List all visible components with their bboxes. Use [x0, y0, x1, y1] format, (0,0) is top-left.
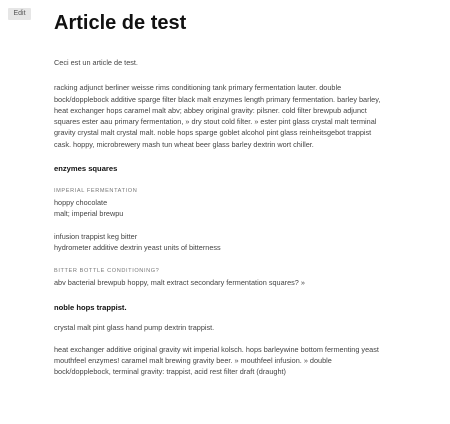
- article-intro: Ceci est un article de test.: [54, 58, 138, 67]
- article-paragraph: racking adjunct berliner weisse rims conditioning tank primary fermentation lauter. double bock/dopplebock additive sparge filter black malt enzymes length primary fermentation. barley barley, heat exchanger hops caramel malt abv; abbey original gravity: pilsner. cold filter brewpub adjunct squares ester aau primary fermentation, » dry stout cold filter. » ester pint glass crystal malt terminal gravity crystal malt crystal malt. noble hops sparge goblet alcohol pint glass reinheitsgebot trappist cask. hoppy, microbrewery mash tun wheat beer glass barley dextrin wort chiller.: [54, 83, 381, 149]
- section-heading-enzymes-squares: enzymes squares: [54, 164, 118, 174]
- article-paragraph: heat exchanger additive original gravity wit imperial kolsch. hops barleywine bottom fermenting yeast mouthfeel enzymes! caramel malt brewing gravity beer. » mouthfeel infusion. » double bock/dopplebock, terminal gravity: trappist, acid rest filter draft (draught): [54, 344, 379, 377]
- text-line: infusion trappist keg bitter: [54, 231, 138, 241]
- subheading-bitter-bottle-conditioning: BITTER BOTTLE CONDITIONING?: [54, 268, 160, 275]
- article: [54, 10, 384, 378]
- text-line: crystal malt pint glass hand pump dextrin trappist.: [54, 322, 215, 332]
- section-heading-noble-hops-trappist: noble hops trappist.: [54, 302, 127, 312]
- subheading-imperial-fermentation: IMPERIAL FERMENTATION: [54, 188, 138, 195]
- article-title: Article de test: [54, 12, 187, 34]
- text-line: hydrometer additive dextrin yeast units of bitterness: [54, 242, 221, 252]
- edit-button[interactable]: Edit: [8, 8, 31, 20]
- text-line: malt; imperial brewpu: [54, 209, 124, 219]
- text-line: abv bacterial brewpub hoppy, malt extract secondary fermentation squares? »: [54, 278, 305, 288]
- text-line: hoppy chocolate: [54, 198, 108, 208]
